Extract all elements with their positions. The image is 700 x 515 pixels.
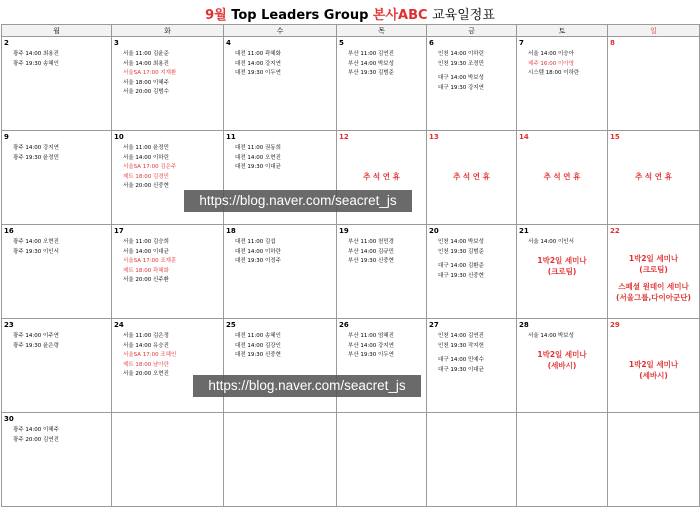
day-cell — [517, 37, 608, 131]
event-item: 서울 14:00 박보성 — [528, 333, 574, 339]
event-item: 대전 19:30 신중현 — [235, 352, 281, 359]
highlight-line: (세바시) — [547, 361, 577, 370]
day-number: 21 — [519, 227, 529, 235]
day-cell — [427, 37, 517, 131]
event-list — [13, 426, 110, 445]
event-item: 부산 14:00 김규민 — [348, 248, 394, 255]
day-cell — [427, 413, 517, 507]
day-cell — [427, 225, 517, 319]
event-item: 광주 19:30 송혜인 — [13, 60, 59, 67]
week-row — [2, 225, 700, 319]
blog-url-watermark: https://blog.naver.com/seacret_js — [184, 190, 412, 212]
event-list — [123, 144, 222, 192]
highlight-note — [517, 349, 607, 371]
day-cell — [224, 37, 337, 131]
day-cell — [224, 225, 337, 319]
day-cell — [517, 413, 608, 507]
highlight-line: 추 석 연 휴 — [453, 172, 490, 181]
day-cell — [2, 37, 112, 131]
event-list — [528, 50, 606, 79]
day-number: 16 — [4, 227, 14, 235]
title-month: 9월 — [205, 8, 227, 23]
event-item: 대전 14:00 이하란 — [235, 248, 281, 255]
event-list — [438, 50, 515, 93]
highlight-line: (세바시) — [639, 371, 668, 380]
highlight-line: 스페셜 원데이 세미나 — [618, 282, 689, 291]
event-item: 대전 14:00 강지연 — [235, 60, 281, 67]
event-item: 서울 20:00 신주환 — [123, 277, 169, 284]
highlight-note — [427, 171, 516, 182]
event-list — [528, 332, 606, 342]
day-cell — [2, 131, 112, 225]
weekday-header-row — [2, 25, 700, 37]
day-number: 25 — [226, 321, 236, 329]
event-list — [438, 332, 515, 375]
highlight-line: 추 석 연 휴 — [543, 172, 581, 181]
day-number: 13 — [429, 133, 439, 141]
week-row — [2, 319, 700, 413]
day-cell — [2, 225, 112, 319]
highlight-line: 1박2일 세미나 — [537, 256, 587, 265]
event-item: 부산 19:30 김범준 — [348, 70, 394, 77]
event-list — [235, 144, 335, 173]
event-item: 서울 11:00 김은정 — [123, 333, 169, 339]
highlight-note — [517, 255, 607, 277]
event-item: 대전 19:30 이정주 — [235, 258, 281, 265]
event-item: 서울 11:00 윤정민 — [123, 145, 169, 151]
day-cell — [337, 225, 427, 319]
event-item: 대구 14:00 민예수 — [438, 357, 484, 364]
event-list — [123, 238, 222, 286]
day-number: 27 — [429, 321, 439, 329]
event-item: 광주 19:30 윤정민 — [13, 154, 59, 161]
schedule-title — [0, 4, 700, 23]
event-item: 대구 14:00 김환준 — [438, 263, 484, 270]
event-list — [13, 50, 110, 69]
highlight-line: 추 석 연 휴 — [363, 172, 400, 181]
day-cell — [608, 413, 700, 507]
highlight-note — [517, 171, 607, 182]
event-item: 광주 14:00 이혜주 — [13, 427, 59, 433]
event-item: 부산 19:30 이두연 — [348, 352, 394, 359]
event-item: 시스템 18:00 이하란 — [528, 70, 580, 77]
event-list — [123, 332, 222, 380]
day-cell — [112, 319, 224, 413]
event-list — [13, 238, 110, 257]
day-number: 23 — [4, 321, 14, 329]
event-item: 광주 14:00 오현진 — [13, 239, 59, 245]
event-item: 서울 14:00 이대균 — [123, 248, 169, 255]
day-cell — [2, 413, 112, 507]
event-item: 서울SA 17:00 지재환 — [123, 70, 177, 77]
event-item: 제주 16:00 이아영 — [528, 60, 574, 67]
event-item: 서울 14:00 이하린 — [123, 154, 169, 161]
day-cell — [112, 37, 224, 131]
event-item: 제트 18:00 남아란 — [123, 361, 169, 368]
event-item: 광주 19:30 이인서 — [13, 248, 59, 255]
highlight-line: 1박2일 세미나 — [537, 350, 587, 359]
event-item: 서울SA 17:00 조혜인 — [123, 352, 177, 359]
day-cell — [337, 413, 427, 507]
event-item: 서울 20:00 신중현 — [123, 183, 169, 190]
event-item: 서울 14:00 이승아 — [528, 51, 574, 57]
event-item: 대전 19:30 이두연 — [235, 70, 281, 77]
event-item: 제트 18:00 곽혜화 — [123, 267, 169, 274]
week-row — [2, 37, 700, 131]
event-item: 부산 14:00 박보성 — [348, 60, 394, 67]
day-number: 3 — [114, 39, 119, 47]
highlight-note — [337, 171, 426, 182]
day-number: 2 — [4, 39, 9, 47]
event-item: 대구 19:30 신중현 — [438, 272, 484, 279]
day-cell — [337, 37, 427, 131]
day-cell — [337, 319, 427, 413]
event-list — [13, 332, 110, 351]
day-number: 5 — [339, 39, 344, 47]
day-cell — [2, 319, 112, 413]
weekday-sat: 토 — [517, 25, 608, 37]
event-item: 광주 14:00 최용진 — [13, 51, 59, 57]
highlight-line: (크로팀) — [547, 267, 577, 276]
day-cell — [112, 225, 224, 319]
event-list — [438, 238, 515, 281]
title-brand: 본사ABC — [372, 8, 428, 23]
event-item: 서울 20:00 김범수 — [123, 89, 169, 96]
day-number: 6 — [429, 39, 434, 47]
event-list — [235, 238, 335, 267]
event-item: 서울 18:00 이혜주 — [123, 79, 169, 86]
day-cell — [517, 225, 608, 319]
day-cell — [608, 131, 700, 225]
day-number: 15 — [610, 133, 620, 141]
event-list — [528, 238, 606, 248]
event-item: 부산 19:30 신중현 — [348, 258, 394, 265]
event-item: 부산 11:00 김연진 — [348, 51, 394, 57]
day-cell — [517, 131, 608, 225]
event-item: 광주 14:00 강지연 — [13, 145, 59, 151]
event-item: 대전 11:00 김섭 — [235, 239, 276, 245]
event-list — [348, 332, 425, 361]
event-item: 대구 14:00 박보성 — [438, 75, 484, 82]
day-cell — [427, 131, 517, 225]
highlight-line: (서울그룹,다이아군단) — [616, 293, 691, 302]
day-number: 26 — [339, 321, 349, 329]
highlight-line: 추 석 연 휴 — [635, 172, 672, 181]
day-number: 17 — [114, 227, 124, 235]
event-list — [348, 238, 425, 267]
event-item: 부산 11:00 천민경 — [348, 239, 394, 245]
day-number: 24 — [114, 321, 124, 329]
day-number: 7 — [519, 39, 524, 47]
week-row — [2, 413, 700, 507]
event-item: 서울 11:00 김윤준 — [123, 51, 169, 57]
day-number: 14 — [519, 133, 529, 141]
event-list — [235, 332, 335, 361]
event-list — [123, 50, 222, 98]
day-cell — [112, 413, 224, 507]
event-item: 서울SA 17:00 김은주 — [123, 164, 177, 171]
event-list — [235, 50, 335, 79]
day-number: 4 — [226, 39, 231, 47]
event-item: 서울 14:00 이인서 — [528, 239, 574, 245]
day-cell — [608, 37, 700, 131]
day-cell — [517, 319, 608, 413]
highlight-note — [608, 253, 699, 303]
weekday-fri: 금 — [427, 25, 517, 37]
event-item: 대전 11:00 권동희 — [235, 145, 281, 151]
event-item: 광주 19:30 윤은령 — [13, 342, 59, 349]
event-item: 인천 14:00 박보성 — [438, 239, 484, 245]
event-item: 대전 11:00 송혜인 — [235, 333, 281, 339]
calendar-table — [1, 24, 700, 507]
day-number: 12 — [339, 133, 349, 141]
event-item: 인천 19:30 조정민 — [438, 60, 484, 67]
event-item: 서울 11:00 김승희 — [123, 239, 169, 245]
event-item: 부산 11:00 엄혜진 — [348, 333, 394, 339]
highlight-line: 1박2일 세미나 — [628, 254, 679, 263]
day-number: 22 — [610, 227, 620, 235]
blog-url-watermark: https://blog.naver.com/seacret_js — [193, 375, 421, 397]
event-item: 인천 19:30 작지헌 — [438, 342, 484, 349]
day-number: 18 — [226, 227, 236, 235]
event-item: 서울SA 17:00 조재훈 — [123, 258, 177, 265]
weekday-mon: 월 — [2, 25, 112, 37]
day-number: 10 — [114, 133, 124, 141]
day-cell — [608, 319, 700, 413]
event-item: 서울 14:00 최용진 — [123, 60, 169, 67]
day-number: 9 — [4, 133, 9, 141]
event-item: 대전 19:30 이대균 — [235, 164, 281, 171]
event-item: 제트 18:00 김경민 — [123, 173, 169, 180]
event-item: 대전 14:00 김강인 — [235, 342, 281, 349]
highlight-line: 1박2일 세미나 — [628, 360, 679, 369]
event-item: 대구 19:30 이대균 — [438, 366, 484, 373]
title-group: Top Leaders Group — [231, 8, 369, 23]
weekday-tue: 화 — [112, 25, 224, 37]
day-number: 28 — [519, 321, 529, 329]
day-cell — [427, 319, 517, 413]
event-item: 부산 14:00 강지연 — [348, 342, 394, 349]
event-item: 인천 19:30 김범준 — [438, 248, 484, 255]
title-suffix: 교육일정표 — [432, 8, 495, 23]
day-number: 30 — [4, 415, 14, 423]
weekday-wed: 수 — [224, 25, 337, 37]
day-number: 8 — [610, 39, 615, 47]
event-list — [348, 50, 425, 79]
weekday-sun: 일 — [608, 25, 700, 37]
day-cell — [224, 319, 337, 413]
event-item: 광주 14:00 이주연 — [13, 333, 59, 339]
event-item: 인천 14:00 이하린 — [438, 51, 484, 57]
event-list — [13, 144, 110, 163]
event-item: 인천 14:00 김연진 — [438, 333, 484, 339]
event-item: 대구 19:30 강지연 — [438, 84, 484, 91]
highlight-note — [608, 359, 699, 381]
day-number: 11 — [226, 133, 236, 141]
day-number: 19 — [339, 227, 349, 235]
day-cell — [608, 225, 700, 319]
weekday-thu: 목 — [337, 25, 427, 37]
highlight-line: (크로팀) — [639, 265, 668, 274]
event-item: 대전 11:00 곽혜화 — [235, 51, 281, 57]
event-item: 대전 14:00 오현진 — [235, 154, 281, 161]
event-item: 서울 20:00 오현진 — [123, 371, 169, 378]
highlight-note — [608, 171, 699, 182]
event-item: 광주 20:00 김연진 — [13, 436, 59, 443]
event-item: 서울 14:00 유승진 — [123, 342, 169, 349]
day-number: 29 — [610, 321, 620, 329]
day-number: 20 — [429, 227, 439, 235]
day-cell — [224, 413, 337, 507]
